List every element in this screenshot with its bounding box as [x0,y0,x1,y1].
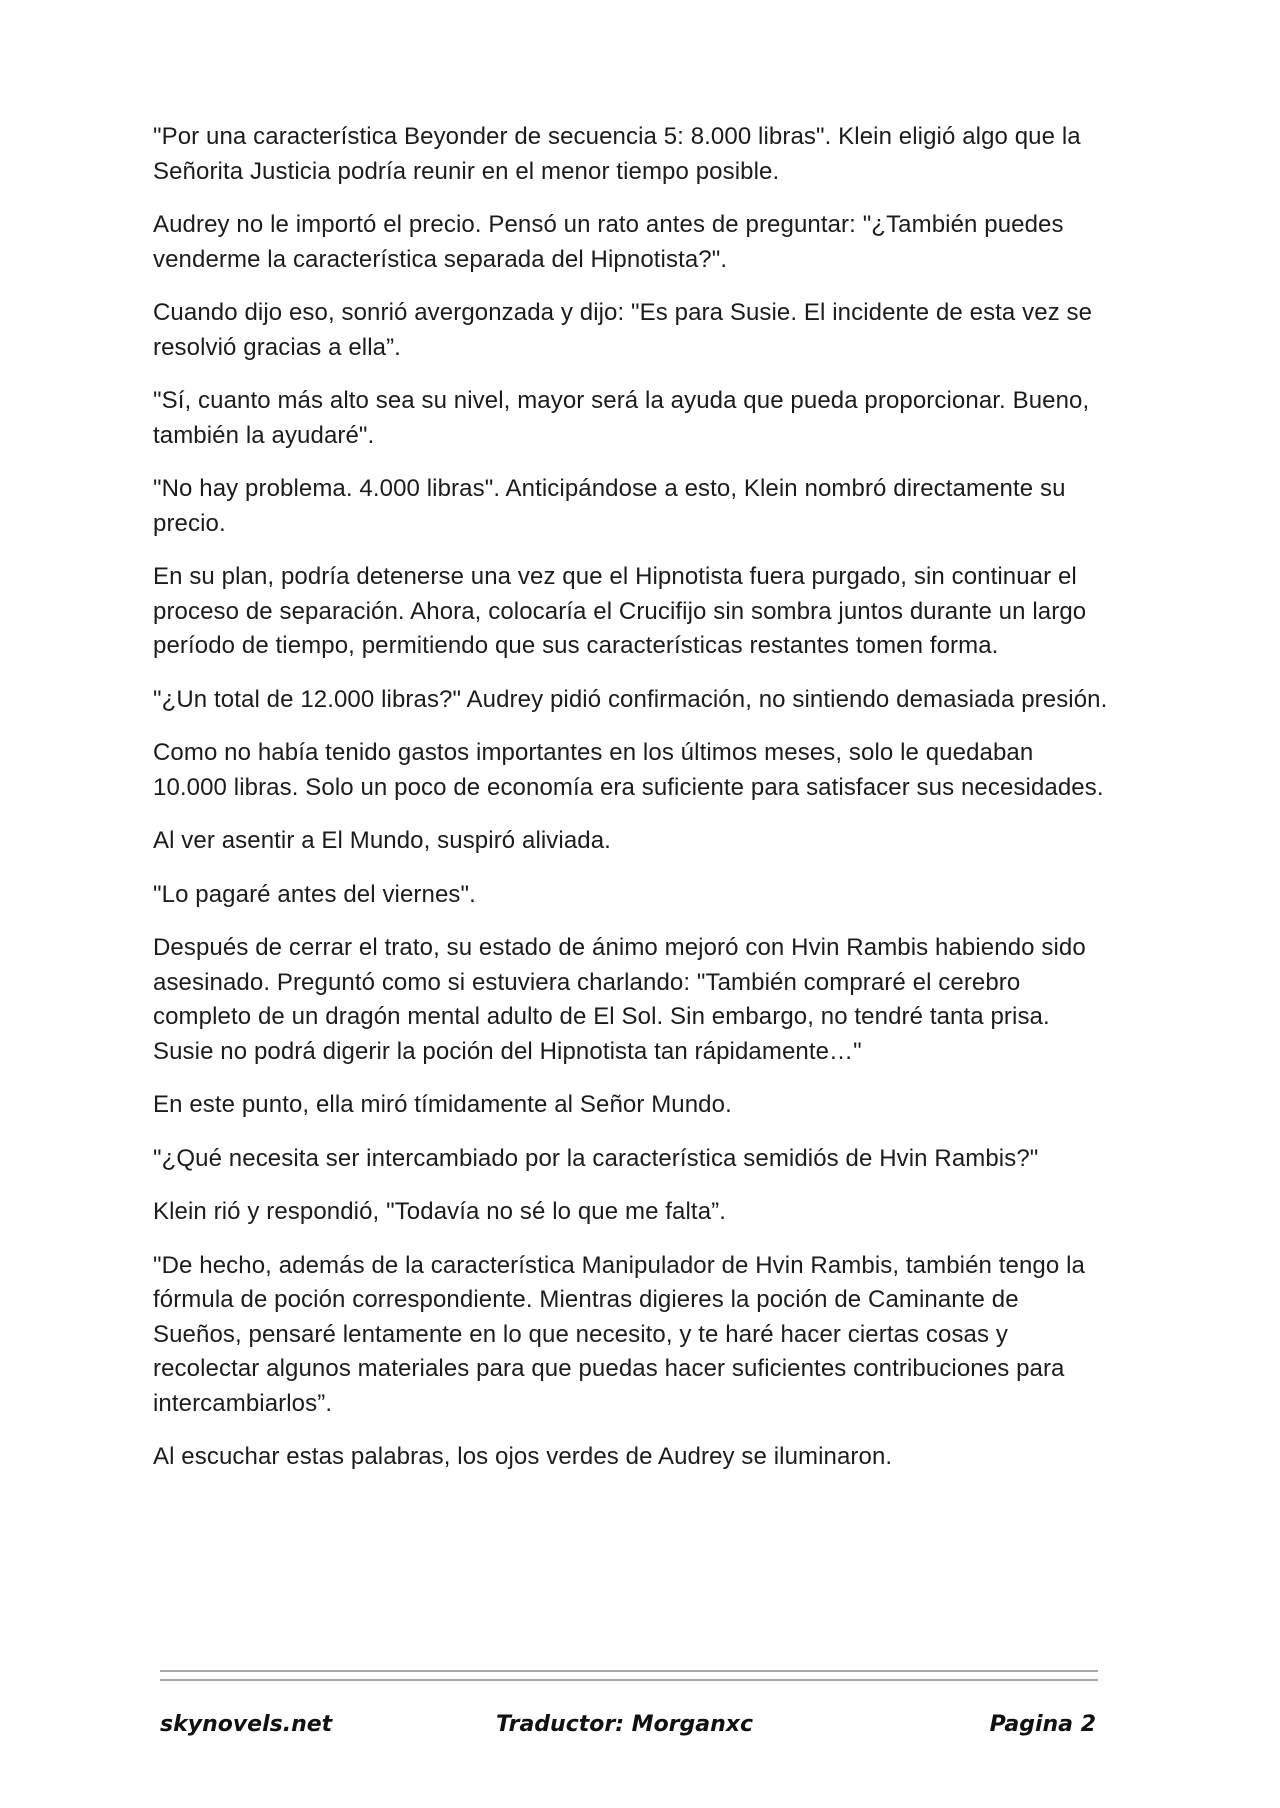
paragraph: "Por una característica Beyonder de secuencia 5: 8.000 libras". Klein eligió algo que la Señorita Justicia podría reunir en el menor tiempo posible. [153,123,1081,185]
paragraph: Audrey no le importó el precio. Pensó un rato antes de preguntar: "¿También puedes venderme la característica separada del Hipnotista?". [153,211,1064,273]
paragraph: "No hay problema. 4.000 libras". Anticipándose a esto, Klein nombró directamente su precio. [153,475,1066,537]
paragraph: Después de cerrar el trato, su estado de ánimo mejoró con Hvin Rambis habiendo sido asesinado. Preguntó como si estuviera charlando: "También compraré el cerebro completo de un dragón mental adulto de El Sol. Sin embargo, no tendré tanta prisa. Susie no podrá digerir la poción del Hipnotista tan rápidamente…" [153,934,1086,1065]
footer-translator: Traductor: Morganxc [496,1712,754,1737]
paragraph: En este punto, ella miró tímidamente al Señor Mundo. [153,1091,732,1118]
paragraph: "¿Qué necesita ser intercambiado por la característica semidiós de Hvin Rambis?" [153,1144,1039,1172]
footer-page-number: Pagina 2 [989,1712,1096,1737]
paragraph: "¿Un total de 12.000 libras?" Audrey pidió confirmación, no sintiendo demasiada presión. [153,685,1108,713]
footer-divider-bottom [160,1679,1098,1681]
paragraph: Como no había tenido gastos importantes en los últimos meses, solo le quedaban 10.000 libras. Solo un poco de economía era suficiente para satisfacer sus necesidades. [153,739,1104,801]
paragraph: "De hecho, además de la característica Manipulador de Hvin Rambis, también tengo la fórmula de poción correspondiente. Mientras digieres la poción de Caminante de Sueños, pensaré lentamente en lo que necesito, y te haré hacer ciertas cosas y recolectar algunos materiales para que puedas hacer suficientes contribuciones para intercambiarlos”. [153,1251,1085,1417]
paragraph: En su plan, podría detenerse una vez que el Hipnotista fuera purgado, sin continuar el proceso de separación. Ahora, colocaría el Crucifijo sin sombra juntos durante un largo período de tiempo, permitiendo que sus características restantes tomen forma. [153,563,1087,659]
paragraph: Cuando dijo eso, sonrió avergonzada y dijo: "Es para Susie. El incidente de esta vez se resolvió gracias a ella”. [153,299,1093,361]
paragraph: "Sí, cuanto más alto sea su nivel, mayor será la ayuda que pueda proporcionar. Bueno, también la ayudaré". [153,387,1090,449]
paragraph: Al ver asentir a El Mundo, suspiró aliviada. [153,827,611,854]
paragraph: "Lo pagaré antes del viernes". [153,880,476,908]
document-body [153,120,1113,1494]
paragraph: Al escuchar estas palabras, los ojos verdes de Audrey se iluminaron. [153,1443,893,1470]
footer-divider-top [160,1670,1098,1672]
page-footer [160,1712,1098,1746]
footer-site: skynovels.net [160,1712,333,1737]
paragraph: Klein rió y respondió, "Todavía no sé lo que me falta”. [153,1198,727,1225]
